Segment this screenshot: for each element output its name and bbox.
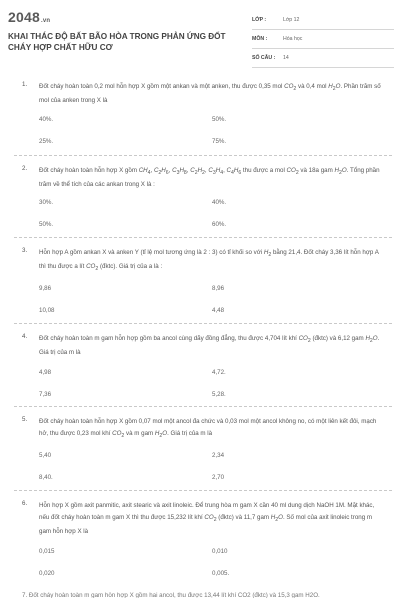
question-number: 3. (22, 247, 28, 254)
answer-option[interactable]: 60%. (212, 221, 227, 228)
worksheet-title (8, 31, 248, 53)
answer-option[interactable]: 5,40 (39, 452, 52, 459)
answer-option[interactable]: 50%. (212, 116, 227, 123)
meta-row-subject (252, 34, 394, 49)
answer-option[interactable]: 4,48 (212, 307, 225, 314)
question-divider (14, 490, 392, 491)
next-question-cutoff: 7. Đốt cháy hoàn toàn m gam hỗn hợp X gồm hai ancol, thu được 13,44 lít khí CO2 (đktc) và 15,3 gam H2O. (22, 592, 320, 598)
meta-value: 14 (283, 55, 289, 61)
answer-option[interactable]: 0,005. (212, 570, 230, 577)
question-text: Hỗn hợp A gồm ankan X và anken Y (tỉ lệ mol tương ứng là 2 : 3) có tỉ khối so với $H_2$ bằng 21,4. Đốt cháy 3,36 lít hỗn hợp A thì thu được a lít $CO_2$ (đktc). Giá trị của a là : (39, 249, 379, 273)
question-divider (14, 323, 392, 324)
answer-option[interactable]: 30%. (39, 199, 54, 206)
meta-label: LỚP : (252, 17, 267, 23)
answer-option[interactable]: 5,28. (212, 391, 226, 398)
answer-option[interactable]: 75%. (212, 138, 227, 145)
answer-option[interactable]: 0,020 (39, 570, 55, 577)
answer-option[interactable]: 9,86 (39, 285, 52, 292)
answer-option[interactable]: 50%. (39, 221, 54, 228)
title-line-1: KHAI THÁC ĐỘ BẤT BÃO HÒA TRONG PHẢN ỨNG ĐỐT (8, 32, 226, 41)
answer-option[interactable]: 40%. (39, 116, 54, 123)
answer-option[interactable]: 2,70 (212, 474, 225, 481)
answer-option[interactable]: 2,34 (212, 452, 225, 459)
meta-value: Lớp 12 (283, 17, 300, 23)
question-text: Đốt cháy hoàn toàn hỗn hợp X gồm 0,07 mol một ancol đa chức và 0,03 mol một ancol không no, có một liên kết đôi, mạch hở, thu được 0,23 mol khí $CO_2$ và m gam $H_2O$. Giá trị của m là (39, 418, 377, 440)
question-text: Đốt cháy hoàn toàn m gam hỗn hợp gồm ba ancol cùng dãy đồng đẳng, thu được 4,704 lít khí $CO_2$ (đktc) và 6,12 gam $H_2O$. Giá trị của m là (39, 335, 380, 357)
question-number: 2. (22, 165, 28, 172)
meta-label: SỐ CÂU : (252, 55, 276, 61)
worksheet-header (0, 0, 400, 68)
question-text: Đốt cháy hoàn toàn 0,2 mol hỗn hợp X gồm một ankan và một anken, thu được 0,35 mol $CO_2$ và 0,4 mol $H_2O$. Phần trăm số mol của anken trong X là (39, 83, 381, 105)
question-number: 1. (22, 81, 28, 88)
question-text: Đốt cháy hoàn toàn hỗn hợp X gồm $CH_4$, $C_2H_6$, $C_3H_8$, $C_2H_2$, $C_3H_4$, $C_4H_6$ thu được a mol $CO_2$ và 18a gam $H_2O$. Tổng phần trăm về thể tích của các ankan trong X là : (39, 167, 380, 189)
question-number: 5. (22, 416, 28, 423)
answer-option[interactable]: 10,08 (39, 307, 55, 314)
logo-suffix: .vn (40, 18, 51, 24)
question-divider (14, 155, 392, 156)
answer-option[interactable]: 4,98 (39, 369, 52, 376)
question-divider (14, 406, 392, 407)
question-text: Hỗn hợp X gồm axit panmitic, axit stearic và axit linoleic. Để trung hòa m gam X cần 40 ml dung dịch NaOH 1M. Mặt khác, nếu đốt cháy hoàn toàn m gam X thì thu được 15,232 lít khí $CO_2$ (đktc) và 11,7 gam $H_2O$. Số mol của axit linoleic trong m gam hỗn hợp X là (39, 502, 375, 536)
question-number: 4. (22, 333, 28, 340)
answer-option[interactable]: 40%. (212, 199, 227, 206)
meta-label: MÔN : (252, 36, 268, 42)
answer-option[interactable]: 0,010 (212, 548, 228, 555)
answer-option[interactable]: 4,72. (212, 369, 226, 376)
answer-option[interactable]: 7,36 (39, 391, 52, 398)
meta-value: Hóa học (283, 36, 303, 42)
site-logo[interactable] (8, 9, 50, 25)
question-number: 6. (22, 500, 28, 507)
title-line-2: CHÁY HỢP CHẤT HỮU CƠ (8, 43, 113, 52)
answer-option[interactable]: 8,96 (212, 285, 225, 292)
meta-row-question-count (252, 53, 394, 68)
answer-option[interactable]: 0,015 (39, 548, 55, 555)
answer-option[interactable]: 8,40. (39, 474, 53, 481)
meta-row-class (252, 15, 394, 30)
logo-text: 2048 (8, 9, 40, 25)
question-divider (14, 237, 392, 238)
answer-option[interactable]: 25%. (39, 138, 54, 145)
worksheet-meta (252, 15, 394, 72)
